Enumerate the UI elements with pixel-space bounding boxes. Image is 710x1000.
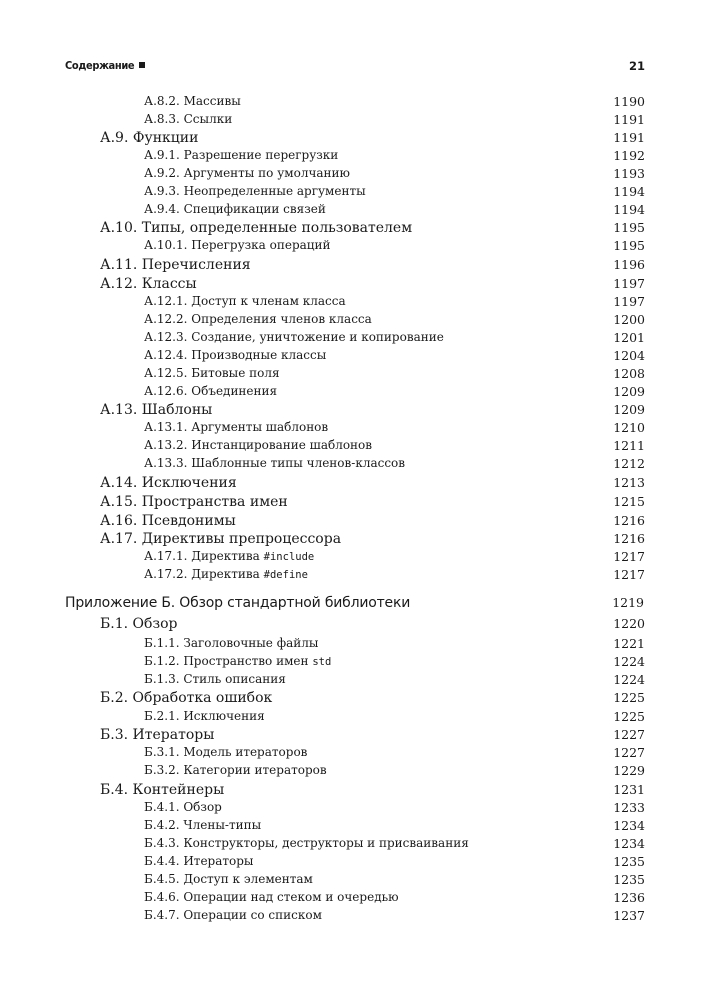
toc-entry-label: [100, 475, 237, 491]
toc-entry-page: 1237: [613, 908, 645, 923]
toc-entry-title: А.8.3. Ссылки: [144, 112, 233, 126]
toc-entry-page: 1234: [613, 818, 645, 833]
toc-entry-page: 1235: [613, 854, 645, 869]
toc-entry-title: Б.4.1. Обзор: [144, 800, 222, 814]
toc-entry-label: [100, 276, 197, 292]
toc-entry-label: [144, 890, 399, 904]
toc-entry-label: [144, 745, 307, 759]
toc-entry-page: 1197: [613, 276, 645, 291]
toc-entry-label: [144, 94, 241, 108]
toc-entry-title: Б.3.2. Категории итераторов: [144, 763, 327, 777]
toc-entry-title: А.9. Функции: [100, 130, 199, 146]
toc-entry-page: 1217: [613, 549, 645, 564]
toc-entry-page: 1201: [613, 330, 645, 345]
running-header-title: Содержание: [65, 59, 135, 72]
toc-entry-page: 1193: [613, 166, 645, 181]
toc-entry-page: 1212: [613, 456, 645, 471]
toc-entry-title: Б.1.1. Заголовочные файлы: [144, 636, 319, 650]
toc-entry-page: 1216: [613, 531, 645, 546]
toc-entry-label: [144, 549, 314, 563]
toc-entry-page: 1225: [613, 709, 645, 724]
toc-entry-label: [100, 531, 341, 547]
toc-entry-label: [100, 690, 272, 706]
toc-entry-title: А.17.1. Директива: [144, 549, 264, 563]
toc-entry-page: 1210: [613, 420, 645, 435]
toc-entry-title: А.9.1. Разрешение перегрузки: [144, 148, 339, 162]
toc-entry-title: Б.4.4. Итераторы: [144, 854, 254, 868]
toc-entry-title: А.13.2. Инстанцирование шаблонов: [144, 438, 373, 452]
toc-entry-page: 1196: [613, 257, 645, 272]
toc-entry-label: [144, 854, 253, 868]
toc-entry-page: 1208: [613, 366, 645, 381]
toc-entry-page: 1204: [613, 348, 645, 363]
toc-entry-title: А.12.1. Доступ к членам класса: [144, 294, 346, 308]
toc-entry-title: А.12.4. Производные классы: [144, 348, 327, 362]
toc-entry-title: Б.4.2. Члены-типы: [144, 818, 262, 832]
toc-entry-title: А.10.1. Перегрузка операций: [144, 238, 331, 252]
toc-entry-label: [144, 202, 326, 216]
toc-entry-label: [144, 456, 405, 470]
toc-entry-label: [100, 513, 236, 529]
toc-entry-title: Б.1.2. Пространство имен: [144, 654, 313, 668]
toc-entry-page: 1227: [613, 745, 645, 760]
toc-entry-label: [100, 130, 198, 146]
toc-entry-page: 1224: [613, 672, 645, 687]
toc-entry-page: 1233: [613, 800, 645, 815]
toc-entry-title: А.9.3. Неопределенные аргументы: [144, 184, 366, 198]
toc-entry-title: А.12. Классы: [100, 276, 197, 292]
toc-entry-label: [100, 727, 214, 743]
toc-entry-label: [144, 654, 331, 668]
toc-entry-title: Б.3.1. Модель итераторов: [144, 745, 308, 759]
toc-entry-label: [144, 709, 265, 723]
toc-entry-title: А.12.5. Битовые поля: [144, 366, 280, 380]
toc-entry-page: 1234: [613, 836, 645, 851]
toc-entry-label: [144, 294, 346, 308]
toc-entry-title: А.16. Псевдонимы: [100, 513, 236, 529]
toc-entry-label: [100, 782, 224, 798]
toc-entry-label: [65, 595, 410, 611]
toc-entry-page: 1194: [613, 202, 645, 217]
toc-entry-page: 1209: [613, 384, 645, 399]
toc-entry-page: 1217: [613, 567, 645, 582]
toc-entry-title: А.12.2. Определения членов класса: [144, 312, 372, 326]
toc-entry-page: 1195: [613, 238, 645, 253]
page-number: 21: [628, 59, 645, 73]
toc-entry-title: А.8.2. Массивы: [144, 94, 241, 108]
toc-entry-label: [144, 438, 372, 452]
toc-entry-page: 1211: [613, 438, 645, 453]
toc-entry-page: 1236: [613, 890, 645, 905]
toc-entry-page: 1195: [613, 220, 645, 235]
toc-entry-page: 1190: [613, 94, 645, 109]
toc-entry-label: [100, 616, 177, 632]
toc-entry-title: А.10. Типы, определенные пользователем: [100, 220, 413, 236]
toc-entry-title: Б.2. Обработка ошибок: [100, 690, 273, 706]
toc-entry-page: 1213: [613, 475, 645, 490]
toc-entry-page: 1225: [613, 690, 645, 705]
toc-entry-label: [144, 112, 232, 126]
toc-entry-label: [144, 384, 277, 398]
toc-entry-label: [144, 312, 372, 326]
toc-entry-title: А.13. Шаблоны: [100, 402, 213, 418]
toc-entry-title: А.13.3. Шаблонные типы членов-классов: [144, 456, 406, 470]
toc-entry-page: 1191: [613, 130, 645, 145]
toc-entry-title: А.11. Перечисления: [100, 257, 251, 273]
toc-entry-label: [144, 330, 444, 344]
toc-entry-page: 1219: [612, 595, 644, 610]
toc-entry-page: 1216: [613, 513, 645, 528]
toc-entry-title: А.17. Директивы препроцессора: [100, 531, 342, 547]
toc-entry-label: [144, 366, 280, 380]
toc-entry-label: [144, 818, 261, 832]
toc-entry-title: Б.3. Итераторы: [100, 727, 215, 743]
toc-entry-title: Б.1.3. Стиль описания: [144, 672, 286, 686]
toc-entry-label: [144, 908, 322, 922]
toc-entry-title: А.12.6. Объединения: [144, 384, 278, 398]
toc-entry-page: 1197: [613, 294, 645, 309]
toc-entry-page: 1221: [613, 636, 645, 651]
toc-entry-label: [144, 800, 222, 814]
toc-entry-code: #define: [263, 569, 308, 581]
toc-entry-title: Б.4.7. Операции со списком: [144, 908, 322, 922]
toc-entry-label: [144, 567, 308, 581]
toc-entry-page: 1215: [613, 494, 645, 509]
toc-entry-label: [144, 420, 328, 434]
toc-entry-label: [144, 872, 313, 886]
toc-entry-title: А.17.2. Директива: [144, 567, 264, 581]
toc-entry-title: А.14. Исключения: [100, 475, 237, 491]
toc-entry-page: 1227: [613, 727, 645, 742]
toc-entry-page: 1191: [613, 112, 645, 127]
toc-entry-page: 1194: [613, 184, 645, 199]
toc-entry-label: [144, 166, 350, 180]
toc-entry-label: [100, 257, 251, 273]
toc-entry-title: Б.1. Обзор: [100, 616, 178, 632]
toc-entry-title: Б.2.1. Исключения: [144, 709, 265, 723]
toc-entry-label: [144, 636, 318, 650]
toc-entry-title: Приложение Б. Обзор стандартной библиотеки: [65, 595, 411, 611]
toc-entry-title: А.12.3. Создание, уничтожение и копирование: [144, 330, 444, 344]
toc-entry-label: [144, 148, 338, 162]
toc-entry-page: 1192: [613, 148, 645, 163]
toc-entry-title: А.9.4. Спецификации связей: [144, 202, 326, 216]
toc-entry-label: [144, 763, 327, 777]
toc-entry-page: 1235: [613, 872, 645, 887]
toc-entry-page: 1231: [613, 782, 645, 797]
toc-entry-title: Б.4.6. Операции над стеком и очередью: [144, 890, 399, 904]
toc-entry-label: [100, 494, 288, 510]
toc-entry-label: [144, 836, 469, 850]
toc-entry-title: А.15. Пространства имен: [100, 494, 288, 510]
toc-entry-page: 1229: [613, 763, 645, 778]
toc-entry-label: [144, 348, 326, 362]
toc-entry-page: 1224: [613, 654, 645, 669]
toc-entry-label: [144, 238, 331, 252]
toc-entry-code: std: [312, 656, 332, 668]
toc-entry-label: [144, 184, 366, 198]
toc-entry-title: А.13.1. Аргументы шаблонов: [144, 420, 329, 434]
toc-entry-title: А.9.2. Аргументы по умолчанию: [144, 166, 350, 180]
toc-entry-label: [144, 672, 286, 686]
toc-entry-page: 1200: [613, 312, 645, 327]
toc-entry-page: 1220: [613, 616, 645, 631]
toc-entry-title: Б.4.3. Конструкторы, деструкторы и присваивания: [144, 836, 469, 850]
toc-entry-title: Б.4.5. Доступ к элементам: [144, 872, 313, 886]
toc-entry-page: 1209: [613, 402, 645, 417]
toc-entry-label: [100, 220, 412, 236]
toc-entry-code: #include: [263, 551, 315, 563]
toc-entry-title: Б.4. Контейнеры: [100, 782, 225, 798]
toc-entry-label: [100, 402, 212, 418]
